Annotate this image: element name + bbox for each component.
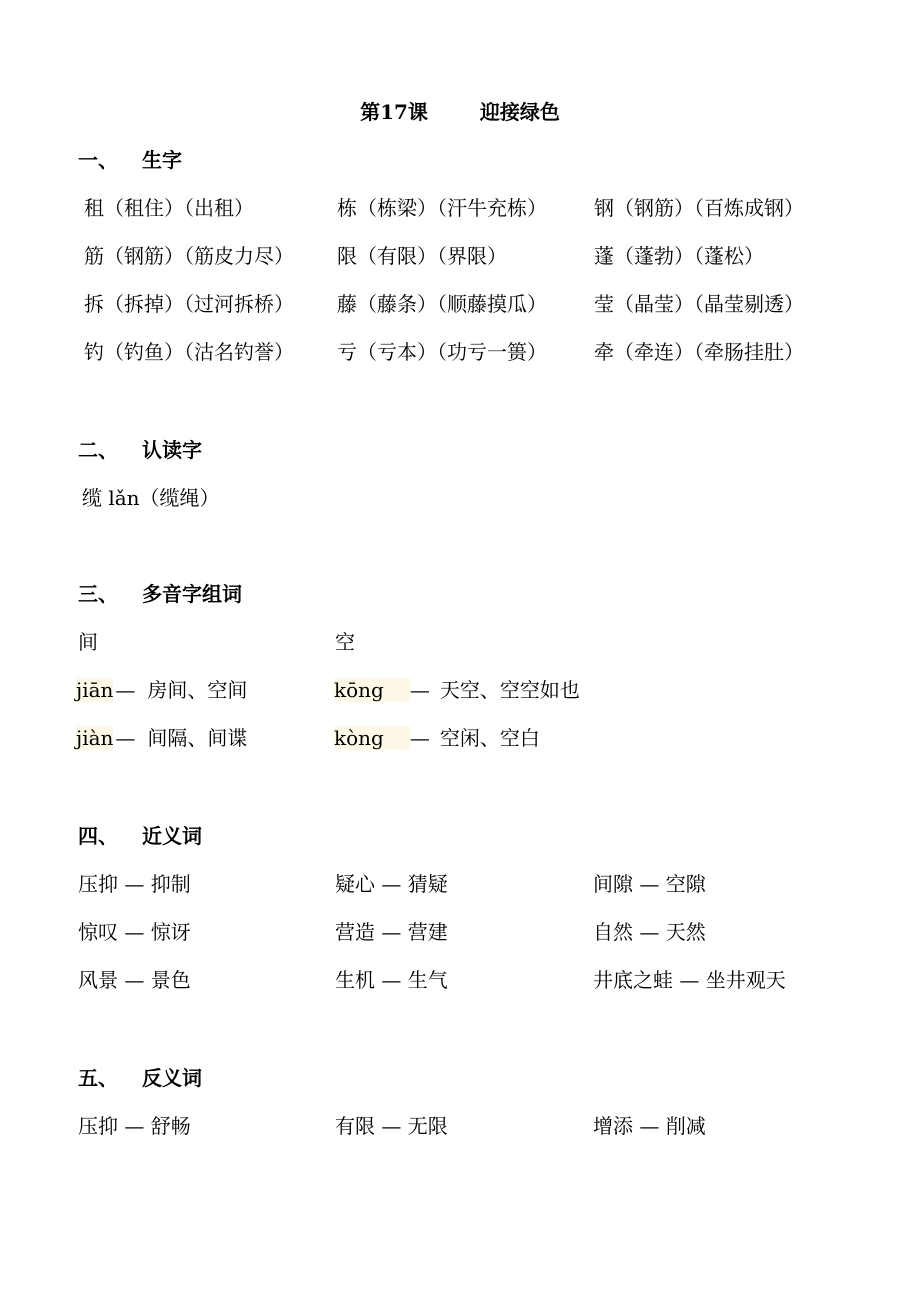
synonym-pair: 疑心 — 猜疑: [335, 872, 448, 896]
polyphone-reading: jiān — 房间、空间: [76, 678, 248, 702]
antonym-pair: 增添 — 削减: [593, 1114, 706, 1138]
synonym-pair: 自然 — 天然: [593, 920, 706, 944]
synonym-pair: 间隙 — 空隙: [593, 872, 706, 896]
synonym-pair: 营造 — 营建: [335, 920, 448, 944]
synonym-pair: 压抑 — 抑制: [78, 872, 191, 896]
pinyin: jiàn: [76, 726, 114, 750]
synonym-pair: 井底之蛙 — 坐井观天: [593, 968, 786, 992]
vocab-item: 钢（钢筋）（百炼成钢）: [594, 196, 804, 220]
polyphone-reading: kōng — 天空、空空如也: [334, 678, 580, 702]
vocab-item: 租（租住）（出租）: [84, 196, 254, 220]
antonym-pair: 压抑 — 舒畅: [78, 1114, 191, 1138]
section-heading-5: 五、 反义词: [78, 1066, 202, 1090]
vocab-item: 栋（栋梁）（汗牛充栋）: [337, 196, 547, 220]
reading-char-item: 缆 lǎn（缆绳）: [82, 486, 220, 510]
synonym-pair: 风景 — 景色: [78, 968, 191, 992]
antonym-pair: 有限 — 无限: [335, 1114, 448, 1138]
polyphone-reading: jiàn — 间隔、间谍: [76, 726, 248, 750]
vocab-item: 藤（藤条）（顺藤摸瓜）: [337, 292, 547, 316]
section-heading-1: 一、 生字: [78, 148, 182, 172]
vocab-item: 莹（晶莹）（晶莹剔透）: [594, 292, 804, 316]
polyphone-char: 空: [335, 630, 355, 654]
synonym-pair: 生机 — 生气: [335, 968, 448, 992]
lesson-number: 第17课: [360, 100, 428, 124]
polyphone-reading: kòng — 空闲、空白: [334, 726, 540, 750]
vocab-item: 拆（拆掉）（过河拆桥）: [84, 292, 294, 316]
vocab-item: 牵（牵连）（牵肠挂肚）: [594, 340, 804, 364]
lesson-name: 迎接绿色: [479, 100, 560, 124]
section-heading-4: 四、 近义词: [78, 824, 202, 848]
page-title: [0, 98, 920, 126]
pinyin: kòng: [334, 726, 410, 750]
vocab-item: 蓬（蓬勃）（蓬松）: [594, 244, 764, 268]
vocab-item: 钓（钓鱼）（沽名钓誉）: [84, 340, 294, 364]
vocab-item: 筋（钢筋）（筋皮力尽）: [84, 244, 294, 268]
synonym-pair: 惊叹 — 惊讶: [78, 920, 191, 944]
section-heading-3: 三、 多音字组词: [78, 582, 242, 606]
pinyin: kōng: [334, 678, 410, 702]
pinyin: jiān: [76, 678, 114, 702]
vocab-item: 限（有限）（界限）: [337, 244, 507, 268]
section-heading-2: 二、 认读字: [78, 438, 202, 462]
vocab-item: 亏（亏本）（功亏一篑）: [337, 340, 547, 364]
polyphone-char: 间: [78, 630, 98, 654]
